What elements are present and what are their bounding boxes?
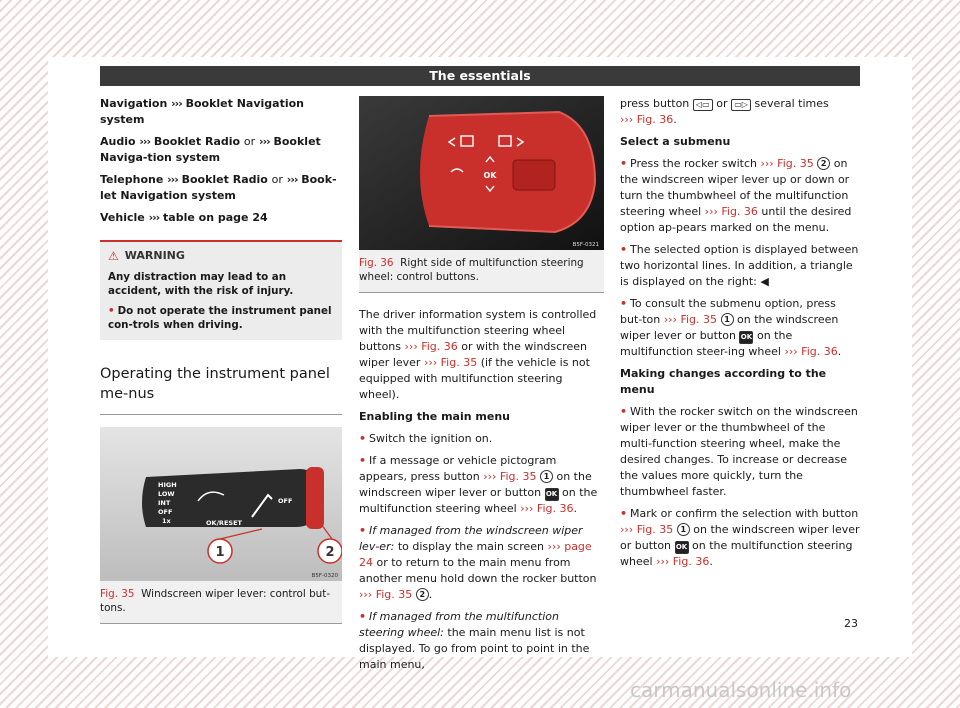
nav-link[interactable]: Book-let Navigation system <box>100 173 337 202</box>
nav-link[interactable]: Booklet Navigation system <box>100 97 305 126</box>
lever-label-low: LOW <box>158 490 175 498</box>
fig-36-link[interactable]: ››› Fig. 36 <box>656 555 710 568</box>
figure-code: B5F-0321 <box>572 242 599 248</box>
subheading-submenu: Select a submenu <box>620 135 731 148</box>
callout-2-label: 2 <box>325 545 335 560</box>
lever-off-label: OFF <box>278 497 293 505</box>
wiper-lever-illustration <box>100 427 342 581</box>
warning-title <box>108 248 334 264</box>
figure-code: B5F-0320 <box>311 573 338 579</box>
warning-text-1: Any distraction may lead to an accident, with the risk of injury. <box>108 271 294 297</box>
nav-link[interactable]: Booklet Naviga-tion system <box>100 135 321 164</box>
lever-label-high: HIGH <box>158 481 177 489</box>
fig-35-link[interactable]: ››› Fig. 35 <box>483 470 537 483</box>
thumbwheel <box>513 160 555 190</box>
nav-reference-2: Telephone ››› Booklet Radio or ››› Book-let Navigation system <box>100 173 337 202</box>
ok-label: OK <box>483 171 497 180</box>
figure-35-caption <box>100 581 342 624</box>
bullet-3: • If managed from the windscreen wiper lev-er: to display the main screen ››› page 24 or to return to the main menu from another menu hold down the rocker button ››› Fig. 35 2 . <box>359 524 597 601</box>
nav-reference-list <box>100 96 342 226</box>
number-badge: 1 <box>540 470 553 483</box>
fig-35-link[interactable]: ››› Fig. 35 <box>359 588 413 601</box>
intro-paragraph: The driver information system is controlled with the multifunction steering wheel buttons ››› Fig. 36 or with the windscreen wiper lever ››› Fig. 35 (if the vehicle is not equipped with multifunction steering wheel). <box>359 308 597 401</box>
warning-box <box>100 240 342 340</box>
column-right <box>620 96 860 576</box>
forward-menu-button-icon: ▭▷ <box>731 99 751 111</box>
page-number: 23 <box>844 617 858 630</box>
fig-35-link[interactable]: ››› Fig. 35 <box>620 523 674 536</box>
nav-link[interactable]: Booklet Radio <box>153 135 241 148</box>
warning-text-2-body: Do not operate the instrument panel con-trols when driving. <box>108 305 332 331</box>
warning-label: WARNING <box>124 249 185 262</box>
bullet-d3: • To consult the submenu option, press but-ton ››› Fig. 35 1 on the windscreen wiper lever or button OK on the multifunction steer-ing wheel ››› Fig. 36. <box>620 297 842 358</box>
fig-36-link[interactable]: ››› Fig. 36 <box>404 340 458 353</box>
callout-1-label: 1 <box>215 545 225 560</box>
fig-36-link[interactable]: ››› Fig. 36 <box>704 205 758 218</box>
figure-36-caption <box>359 250 604 293</box>
subheading-changes: Making changes according to the menu <box>620 367 827 396</box>
column-left <box>100 96 342 624</box>
page-header: The essentials <box>100 66 860 86</box>
watermark: carmanualsonline.info <box>630 678 852 702</box>
left-triangle-icon: ◀ <box>760 275 769 288</box>
subheading-main-menu: Enabling the main menu <box>359 410 510 423</box>
figure-label: Fig. 35 <box>100 588 135 600</box>
steering-wheel-illustration <box>359 96 604 250</box>
lever-label-int: INT <box>158 499 171 507</box>
nav-reference-0: Navigation ››› Booklet Navigation system <box>100 97 305 126</box>
lever-label-1x: 1x <box>162 517 171 525</box>
fig-36-link[interactable]: ››› Fig. 36 <box>784 345 838 358</box>
nav-reference-1: Audio ››› Booklet Radio or ››› Booklet Naviga-tion system <box>100 135 321 164</box>
fig-35-link[interactable]: ››› Fig. 35 <box>423 356 478 369</box>
nav-link[interactable]: table on page 24 <box>163 211 268 224</box>
bullet-d1: • Press the rocker switch ››› Fig. 35 2 on the windscreen wiper lever up or down or turn the thumbwheel of the multifunction steering wheel ››› Fig. 36 until the desired option ap-pears marked on the menu. <box>620 157 852 234</box>
warning-text-2 <box>108 304 334 332</box>
nav-reference-3: Vehicle ››› table on page 24 <box>100 211 268 224</box>
caption-text: Windscreen wiper lever: control but-tons. <box>100 588 331 614</box>
ok-button-icon: OK <box>675 541 689 554</box>
bullet-e2: • Mark or confirm the selection with button ››› Fig. 35 1 on the windscreen wiper lever or button OK on the multifunction steering wheel ››› Fig. 36. <box>620 507 860 568</box>
number-badge: 1 <box>677 523 690 536</box>
column-middle <box>359 96 604 679</box>
bullet-d2: • The selected option is displayed between two horizontal lines. In addition, a triangle is displayed on the right: ◀ <box>620 243 859 288</box>
bullet-1: • Switch the ignition on. <box>359 432 493 445</box>
number-badge: 2 <box>817 157 830 170</box>
warning-triangle-icon: ⚠ <box>108 249 119 263</box>
back-menu-button-icon: ◁▭ <box>693 99 713 111</box>
caption-text: Right side of multifunction steering wheel: control buttons. <box>359 257 584 283</box>
bullet: • <box>108 305 115 317</box>
bullet-e1: • With the rocker switch on the windscreen wiper lever or the thumbwheel of the multi-function steering wheel, make the desired changes. To increase or decrease the values more quickly, turn the thumbwheel faster. <box>620 405 858 498</box>
middle-text <box>359 307 604 673</box>
bullet-2: • If a message or vehicle pictogram appears, press button ››› Fig. 35 1 on the windscreen wiper lever or button OK on the multifunction steering wheel ››› Fig. 36. <box>359 454 598 515</box>
nav-link[interactable]: Booklet Radio <box>181 173 268 186</box>
page-24-link[interactable]: ››› page 24 <box>359 540 592 569</box>
ok-button-icon: OK <box>739 331 753 344</box>
fig-36-link[interactable]: ››› Fig. 36 <box>520 502 574 515</box>
section-title: Operating the instrument panel me-nus <box>100 364 342 415</box>
number-badge: 1 <box>721 313 734 326</box>
fig-35-link[interactable]: ››› Fig. 35 <box>760 157 814 170</box>
bullet-4: • If managed from the multifunction steering wheel: the main menu list is not displayed. To go from point to point in the main menu, <box>359 610 590 671</box>
fig-35-link[interactable]: ››› Fig. 35 <box>663 313 718 326</box>
figure-36 <box>359 96 604 293</box>
fig-36-link[interactable]: ››› Fig. 36 <box>620 113 674 126</box>
lever-label-off: OFF <box>158 508 173 516</box>
lever-reset-label: OK/RESET <box>206 519 242 527</box>
press-button-line: press button ◁▭ or ▭▷ several times ››› Fig. 36. <box>620 97 829 126</box>
number-badge: 2 <box>416 588 429 601</box>
ok-button-icon: OK <box>545 488 559 501</box>
figure-35 <box>100 427 342 624</box>
figure-label: Fig. 36 <box>359 257 394 269</box>
